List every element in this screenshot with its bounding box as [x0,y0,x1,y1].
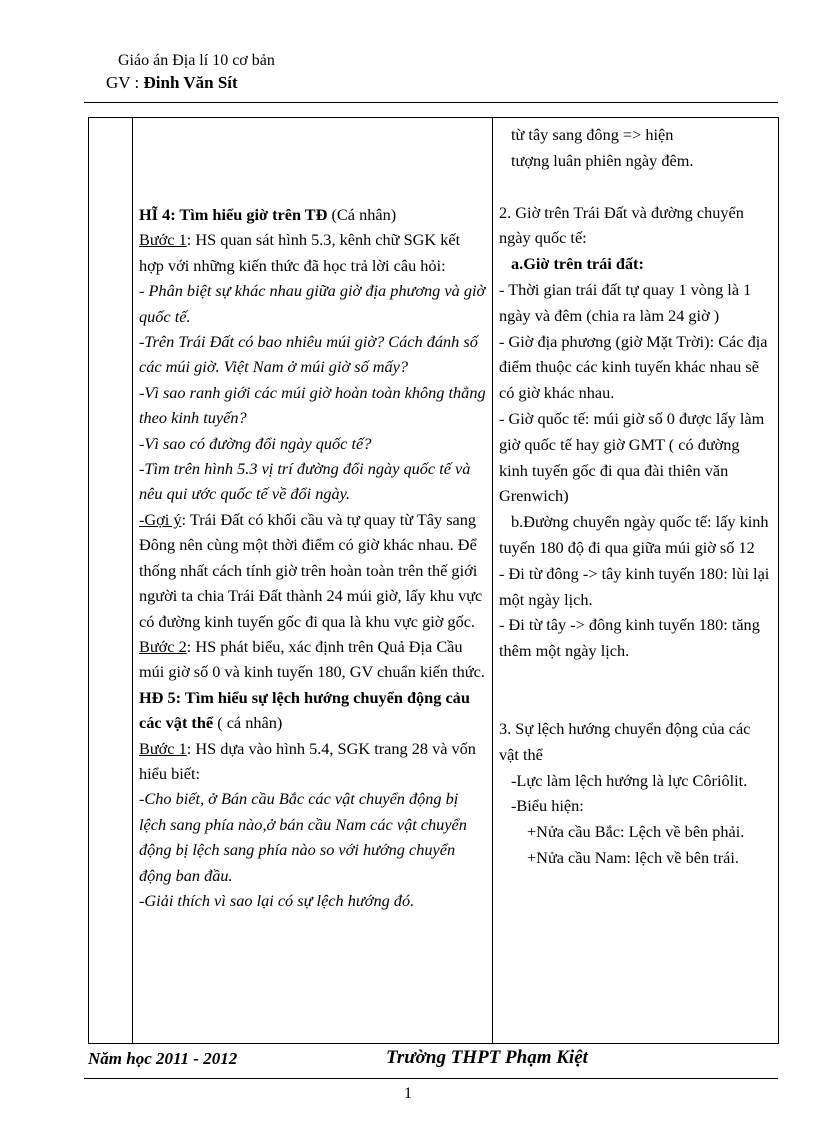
hd4-question: -Trên Trái Đất có bao nhiêu múi giờ? Cách đánh số các múi giờ. Việt Nam ở múi giờ số mấy? [139,332,478,377]
hd4-step2-label: Bước 2 [139,636,187,656]
hd4-step1 [139,227,486,278]
content-column [493,118,779,1044]
hint-text: : Trái Đất có khối cầu và tự quay từ Tây sang Đông nên cùng một thời điểm có giờ khác nhau. Để thống nhất cách tính giờ trên hoàn toàn trên thế giới người ta chia Trái Đất thành 24 múi giờ, lấy khu vực có đường kinh tuyến gốc đi qua là khu vực giờ gốc. [139,509,483,631]
footer-year: Năm học 2011 - 2012 [88,1049,238,1068]
sec2b-item: - Đi từ tây -> đông kinh tuyến 180: tăng thêm một ngày lịch. [499,615,760,661]
sec3-manifest: -Biểu hiện: [511,796,584,816]
sec2a-title: a.Giờ trên trái đất: [511,254,644,274]
sec2a-item: - Giờ quốc tế: múi giờ số 0 được lấy làm giờ quốc tế hay giờ GMT ( có đường kinh tuyến gốc đi qua đài thiên văn Grenwich) [499,408,765,506]
hd5-step1-label: Bước 1 [139,738,187,758]
hd4-step2-text: : HS phát biểu, xác định trên Quả Địa Cầu múi giờ số 0 và kinh tuyến 180, GV chuẩn kiến thức. [139,636,485,682]
sec2b-title: b.Đường chuyển ngày quốc tế: [511,512,712,532]
teacher-label: GV : [106,73,140,92]
prev-line: từ tây sang đông => hiện [511,125,674,144]
sec2b-paragraph [499,509,772,561]
hd4-title: HĨ 4: Tìm hiểu giờ trên TĐ [139,205,328,224]
document-title: Giáo án Địa lí 10 cơ bản [118,52,275,69]
activities-column [133,118,493,1044]
hd4-heading [139,202,486,227]
hd4-step1-text: : HS quan sát hình 5.3, kênh chữ SGK kết hợp với những kiến thức đã học trả lời câu hỏi: [139,230,461,275]
hint-label: -Gợi ý [139,509,182,529]
footer-school: Trường THPT Phạm Kiệt [386,1047,588,1068]
hd4-step1-label: Bước 1 [139,230,187,250]
hd4-question: - Phân biệt sự khác nhau giữa giờ địa phương và giờ quốc tế. [139,281,486,326]
teacher-name: Đinh Văn Sít [143,73,238,92]
hd4-question: -Vì sao ranh giới các múi giờ hoàn toàn không thẳng theo kinh tuyến? [139,382,486,428]
sec2b-item: - Đi từ đông -> tây kinh tuyến 180: lùi lại một ngày lịch. [499,563,770,609]
hd5-question: -Cho biết, ở Bán cầu Bắc các vật chuyển động bị lệch sang phía nào,ở bán cầu Nam các vật chuyển động bị lệch sang phía nào so với hướng chuyển động ban đầu. [139,789,467,885]
hd4-step2 [139,634,486,685]
sec3-force: -Lực làm lệch hướng là lực Côriôlit. [511,770,748,790]
hd4-question: -Vì sao có đường đổi ngày quốc tế? [139,433,372,453]
hd5-title: HĐ 5: Tìm hiểu sự lệch hướng chuyển động cảu các vật thể [139,687,470,733]
sec2-title: 2. Giờ trên Trái Đất và đường chuyển ngày quốc tế: [499,202,744,248]
page-number: 1 [404,1085,412,1102]
hd4-question: -Tìm trên hình 5.3 vị trí đường đổi ngày quốc tế và nêu qui ước quốc tế về đổi ngày. [139,459,471,504]
hd5-question: -Giải thích vì sao lại có sự lệch hướng đó. [139,890,415,910]
teacher-line [106,73,238,93]
sec2a-item: - Thời gian trái đất tự quay 1 vòng là 1 ngày và đêm (chia ra làm 24 giờ ) [499,279,752,325]
prev-line: tượng luân phiên ngày đêm. [511,150,694,170]
sec3-title: 3. Sự lệch hướng chuyển động của các vật thể [499,718,751,764]
hd4-mode: (Cá nhân) [327,205,397,224]
hd5-heading [139,685,486,736]
column-blank [89,118,133,1044]
sec3-north: +Nửa cầu Bắc: Lệch về bên phải. [527,822,745,842]
hd5-step1-text: : HS dựa vào hình 5.4, SGK trang 28 và vốn hiểu biết: [139,738,476,783]
hd4-hint [139,507,486,634]
hd5-step1 [139,736,486,787]
sec2a-item: - Giờ địa phương (giờ Mặt Trời): Các địa điểm thuộc các kinh tuyến khác nhau sẽ có giờ khác nhau. [499,331,768,403]
header-divider [84,102,778,103]
hd5-mode: ( cá nhân) [213,713,283,733]
sec2b-text: lấy kinh tuyến 180 độ đi qua giữa múi giờ số 12 [499,512,769,557]
sec3-south: +Nửa cầu Nam: lệch về bên trái. [527,847,739,867]
lesson-table [88,117,779,1044]
footer-divider [84,1078,778,1079]
